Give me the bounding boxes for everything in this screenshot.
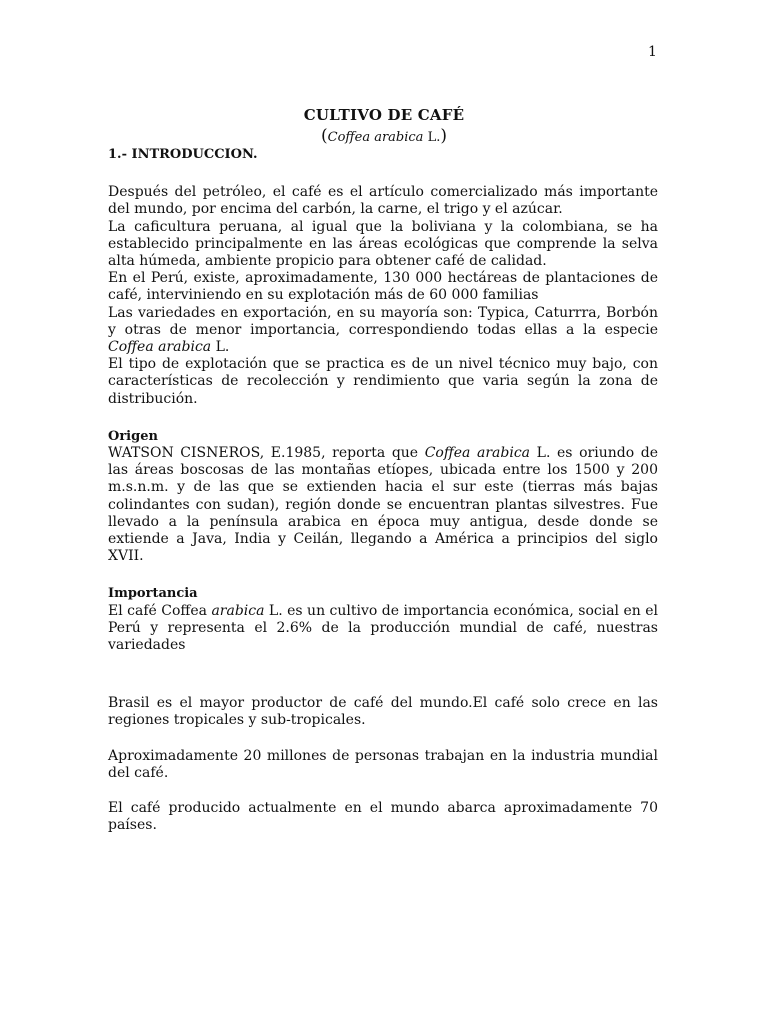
origen-text: L. es oriundo de las áreas boscosas de las montañas etíopes, ubicada entre los 1500 y 200 m.s.n.m. y de las que se extienden hacia el sur este (tierras más bajas colindantes con sudan), región donde se encuentran plantas silvestres. Fue llevado a la península arabica en época muy antigua, desde donde se extiende a Java, India y Ceilán, llegando a América a principios del siglo XVII. <box>108 445 658 565</box>
species-name: Coffea arabica <box>424 445 531 462</box>
subtitle-close-paren: ) <box>440 126 447 146</box>
intro-paragraph: El tipo de explotación que se practica es de un nivel técnico muy bajo, con características de recolección y rendimiento que varia según la zona de distribución. <box>108 356 658 407</box>
intro-paragraph: Después del petróleo, el café es el artículo comercializado más importante del mundo, por encima del carbón, la carne, el trigo y el azúcar. <box>108 184 658 218</box>
document-subtitle <box>0 126 768 146</box>
subtitle-author: L. <box>423 130 441 145</box>
intro-text: Las variedades en exportación, en su mayoría son: Typica, Caturrra, Borbón y otras de menor importancia, correspondiendo todas ellas a la especie <box>108 304 658 338</box>
extra-paragraph: Aproximadamente 20 millones de personas trabajan en la industria mundial del café. <box>108 747 658 781</box>
document-title: CULTIVO DE CAFÉ <box>303 106 465 124</box>
importancia-text: L. es un cultivo de importancia económica, social en el Perú y representa el 2.6% de la producción mundial de café, nuestras variedades <box>108 602 659 654</box>
intro-paragraph: La caficultura peruana, al igual que la boliviana y la colombiana, se ha establecido principalmente en las áreas ecológicas que comprende la selva alta húmeda, ambiente propicio para obtener café de calidad. <box>108 218 658 270</box>
origen-text: WATSON CISNEROS, E.1985, reporta que <box>108 445 425 462</box>
page-number: 1 <box>648 44 657 60</box>
section-heading-origen: Origen <box>108 428 158 444</box>
intro-text: L. <box>211 339 230 356</box>
importancia-text: El café Coffea <box>108 602 212 619</box>
intro-paragraph: En el Perú, existe, aproximadamente, 130 000 hectáreas de plantaciones de café, interviniendo en su explotación más de 60 000 familias <box>108 270 658 304</box>
intro-paragraph <box>108 305 658 357</box>
section-heading-introduccion: 1.- INTRODUCCION. <box>108 147 258 162</box>
extra-paragraph: Brasil es el mayor productor de café del mundo.El café solo crece en las regiones tropicales y sub-tropicales. <box>108 695 658 729</box>
origen-paragraph <box>108 445 658 565</box>
species-name: arabica <box>211 602 265 619</box>
importancia-paragraph <box>108 603 658 655</box>
document-body <box>108 146 658 835</box>
extra-paragraph: El café producido actualmente en el mundo abarca aproximadamente 70 países. <box>108 800 658 834</box>
subtitle-open-paren: ( <box>321 126 328 146</box>
section-heading-importancia: Importancia <box>108 586 198 602</box>
subtitle-species: Coffea arabica <box>327 130 424 145</box>
species-name: Coffea arabica <box>108 339 212 356</box>
